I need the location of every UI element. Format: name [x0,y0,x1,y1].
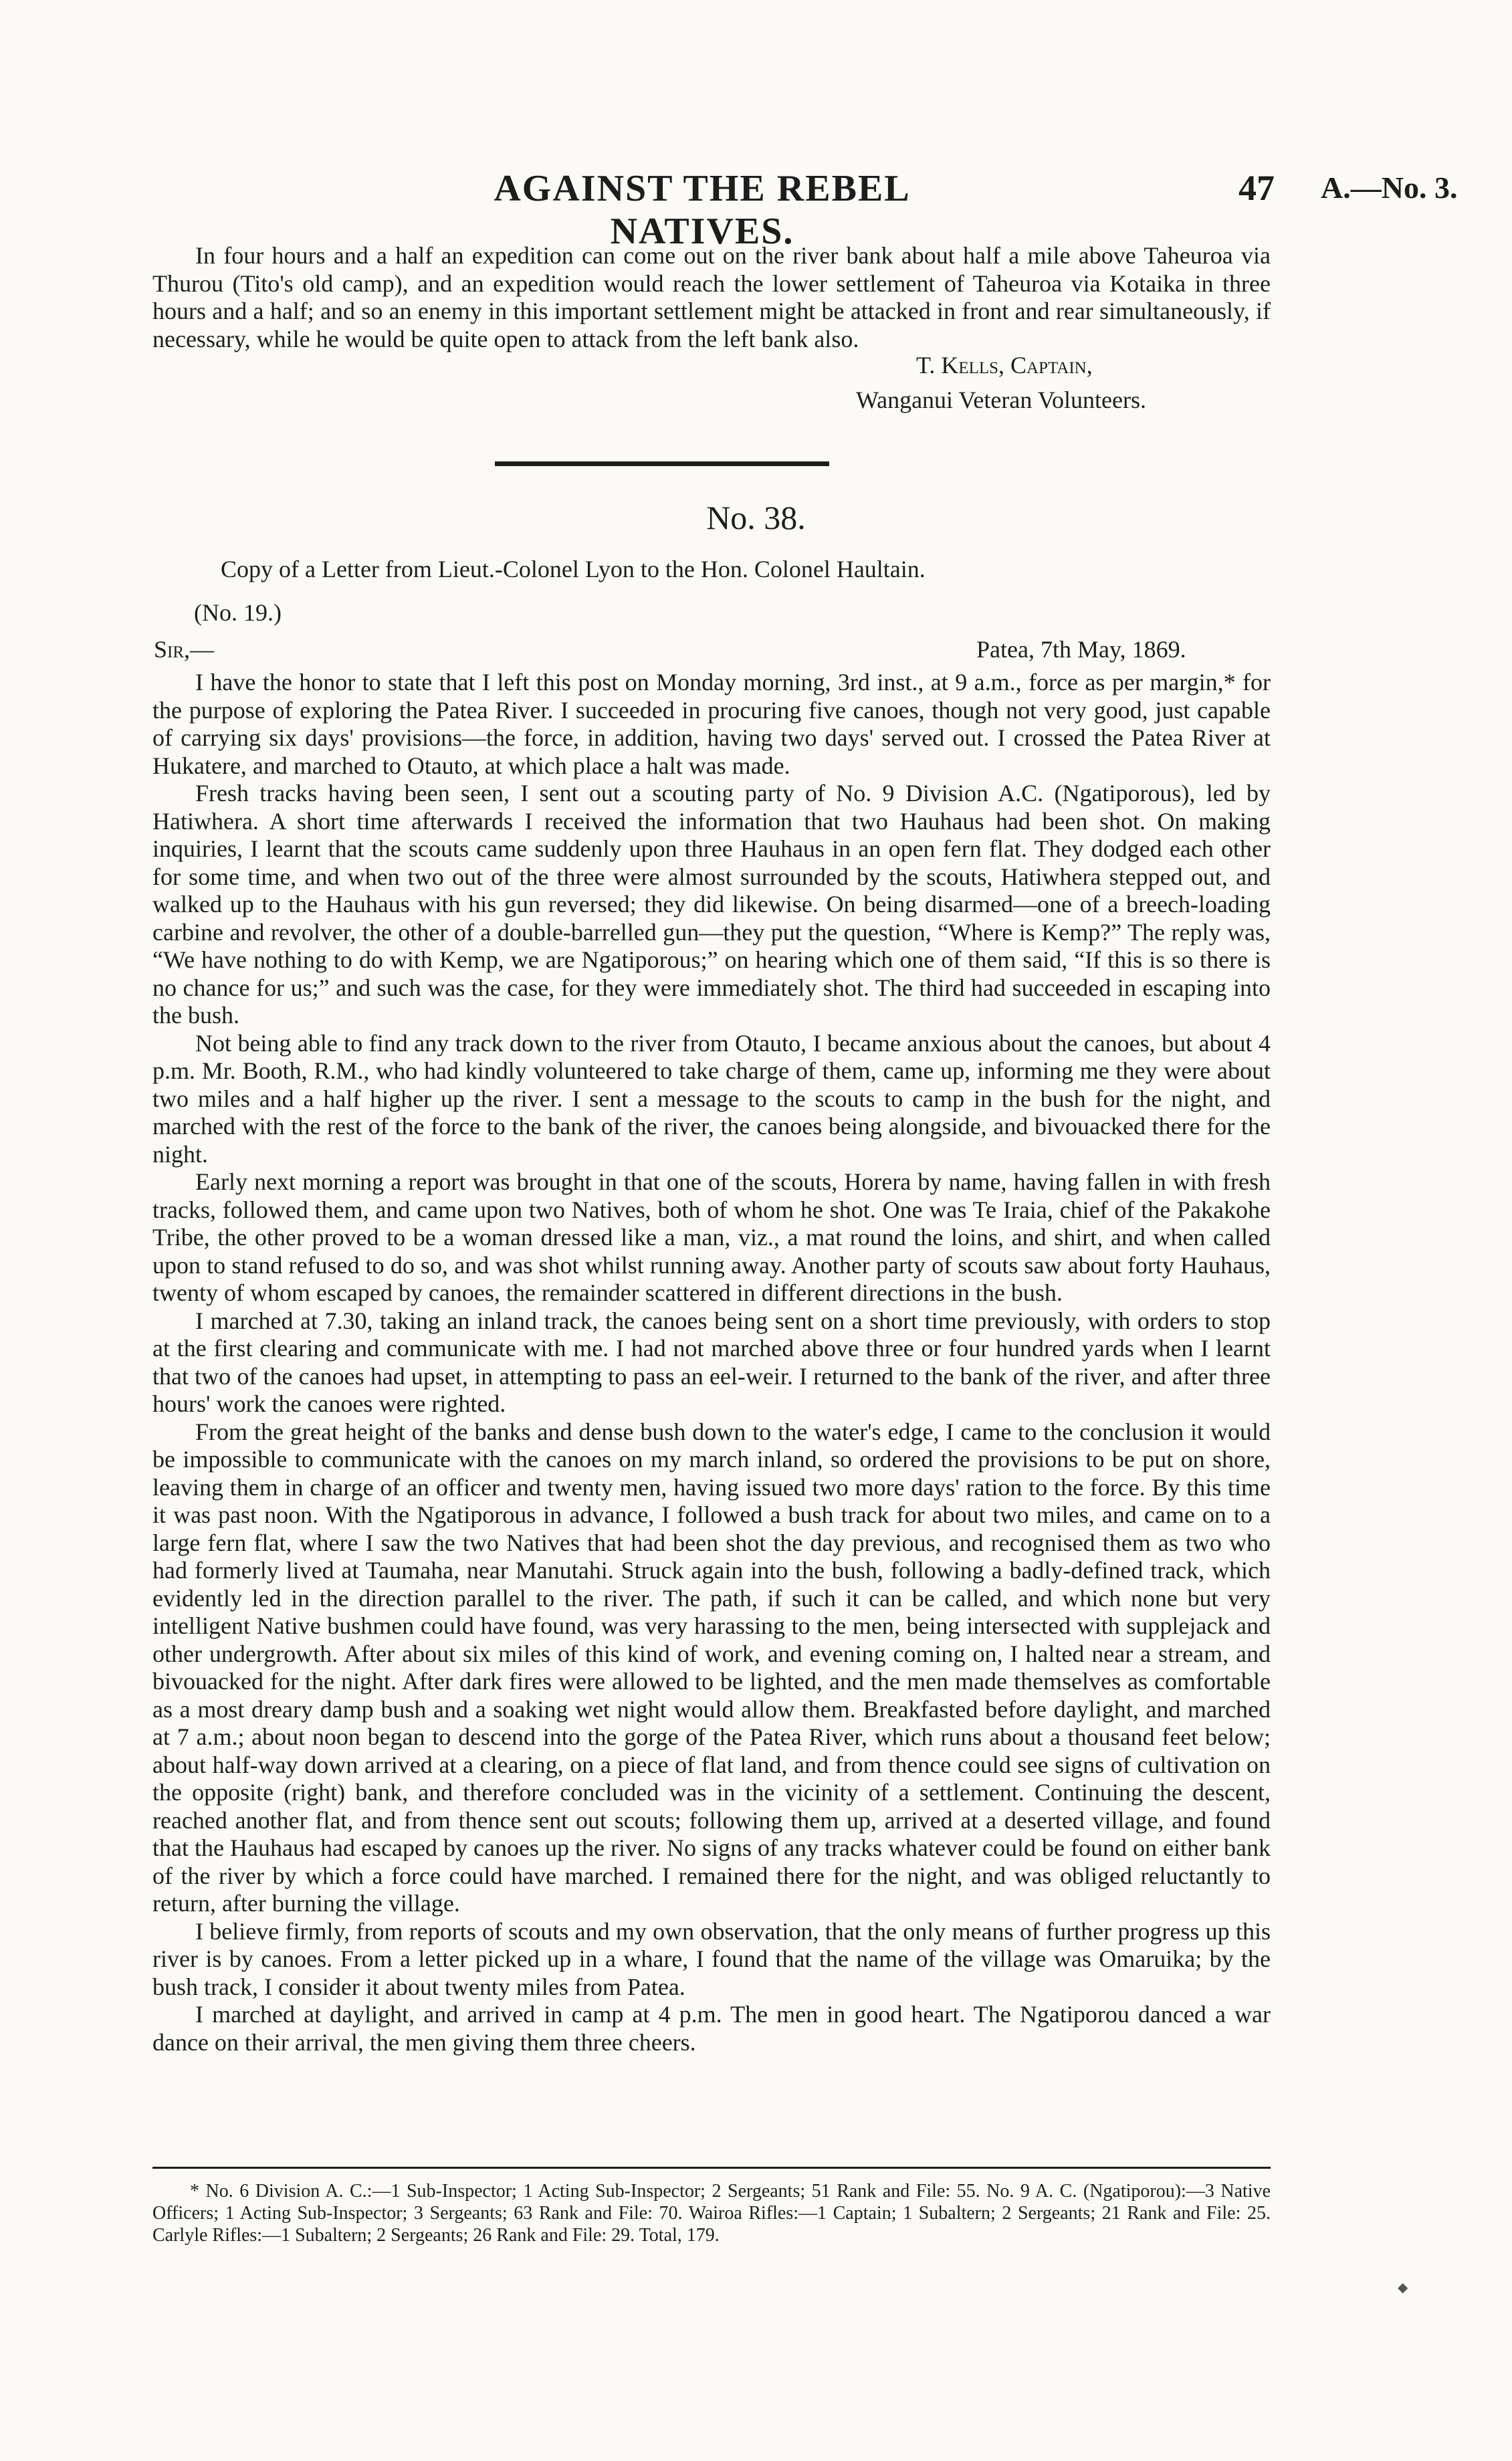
report-paragraph: In four hours and a half an expedition can come out on the river bank about half a mile above Taheuroa via Thurou (Tito's old camp), and an expedition would reach the lower settlement of Taheuroa via Kotaika in three hours and a half; and so an enemy in this important settlement might be attacked in front and rear simultaneously, if necessary, while he would be quite open to attack from the left bank also. [152,242,1271,352]
footnote-text: * No. 6 Division A. C.:—1 Sub-Inspector; 1 Acting Sub-Inspector; 2 Sergeants; 51 Rank and File: 55. No. 9 A. C. (Ngatiporou):—3 Native Officers; 1 Acting Sub-Inspector; 3 Sergeants; 63 Rank and File: 70. Wairoa Rifles:—1 Captain; 1 Subaltern; 2 Sergeants; 21 Rank and File: 25. Carlyle Rifles:—1 Subaltern; 2 Sergeants; 26 Rank and File: 29. Total, 179. [152,2181,1271,2246]
running-head [0,167,1512,252]
letter-paragraph: I have the honor to state that I left this post on Monday morning, 3rd inst., at 9 a.m., force as per margin,* for the purpose of exploring the Patea River. I succeeded in procuring five canoes, though not very good, just capable of carrying six days' provisions—the force, in addition, having two days' served out. I crossed the Patea River at Hukatere, and marched to Otauto, at which place a halt was made. [152,669,1271,779]
letter-paragraph: Early next morning a report was brought in that one of the scouts, Horera by name, having fallen in with fresh tracks, followed them, and came upon two Natives, both of whom he shot. One was Te Iraia, chief of the Pakakohe Tribe, the other proved to be a woman dressed like a man, viz., a mat round the loins, and shirt, and when called upon to stand refused to do so, and was shot whilst running away. Another party of scouts saw about forty Hauhaus, twenty of whom escaped by canoes, the remainder scattered in different directions in the bush. [152,1168,1271,1306]
letter-serial: (No. 19.) [194,599,282,626]
letter-number: No. 38. [706,499,806,536]
letter-body [152,669,1271,2056]
margin-mark: ◆ [1398,2280,1408,2295]
report-body [152,242,1271,353]
paper-reference: A.—No. 3. [1321,171,1458,205]
footnote-divider [152,2167,1271,2169]
letter-paragraph: I marched at daylight, and arrived in camp at 4 p.m. The men in good heart. The Ngatiporou danced a war dance on their arrival, the men giving them three cheers. [152,2001,1271,2056]
letter-paragraph: Fresh tracks having been seen, I sent out a scouting party of No. 9 Division A.C. (Ngatiporous), led by Hatiwhera. A short time afterwards I received the information that two Hauhaus had been shot. On making inquiries, I learnt that the scouts came suddenly upon three Hauhaus in an open fern flat. They dodged each other for some time, and when two out of the three were almost surrounded by the scouts, Hatiwhera stepped out, and walked up to the Hauhaus with his gun reversed; they did likewise. On being disarmed—one of a breech-loading carbine and revolver, the other of a double-barrelled gun—they put the question, “Where is Kemp?” The reply was, “We have nothing to do with Kemp, we are Ngatiporous;” on hearing which one of them said, “If this is so there is no chance for us;” and such was the case, for they were immediately shot. The third had succeeded in escaping into the bush. [152,780,1271,1029]
letter-title: Copy of a Letter from Lieut.-Colonel Lyon to the Hon. Colonel Haultain. [221,556,926,582]
place-date: Patea, 7th May, 1869. [976,636,1186,663]
letter-paragraph: I marched at 7.30, taking an inland track, the canoes being sent on a short time previously, with orders to stop at the first clearing and communicate with me. I had not marched above three or four hundred yards when I learnt that two of the canoes had upset, in attempting to pass an eel-weir. I returned to the bank of the river, and after three hours' work the canoes were righted. [152,1307,1271,1417]
letter-paragraph: From the great height of the banks and dense bush down to the water's edge, I came to the conclusion it would be impossible to communicate with the canoes on my march inland, so ordered the provisions to be put on shore, leaving them in charge of an officer and twenty men, having issued two more days' ration to the force. By this time it was past noon. With the Ngatiporous in advance, I followed a bush track for about two miles, and came on to a large fern flat, where I saw the two Natives that had been shot the day previous, and recognised them as two who had formerly lived at Taumaha, near Manutahi. Struck again into the bush, following a badly-defined track, which evidently led in the direction parallel to the river. The path, if such it can be called, and which none but very intelligent Native bushmen could have found, was very harassing to the men, being intersected with supplejack and other undergrowth. After about six miles of this kind of work, and evening coming on, I halted near a stream, and bivouacked for the night. After dark fires were allowed to be lighted, and the men made themselves as comfortable as a most dreary damp bush and a soaking wet night would allow them. Breakfasted before daylight, and marched at 7 a.m.; about noon began to descend into the gorge of the Patea River, which runs about a thousand feet below; about half-way down arrived at a clearing, on a piece of flat land, and from thence could see signs of cultivation on the opposite (right) bank, and therefore concluded was in the vicinity of a settlement. Continuing the descent, reached another flat, and from thence sent out scouts; following them up, arrived at a deserted village, and found that the Hauhaus had escaped by canoes up the river. No signs of any tracks whatever could be found on either bank of the river by which a force could have marched. I remained there for the night, and was obliged reluctantly to return, after burning the village. [152,1418,1271,1917]
page-number: 47 [1238,168,1275,208]
section-divider [495,461,829,466]
salutation: Sir,— [154,636,215,663]
letter-paragraph: Not being able to find any track down to the river from Otauto, I became anxious about the canoes, but about 4 p.m. Mr. Booth, R.M., who had kindly volunteered to take charge of them, came up, informing me they were about two miles and a half higher up the river. I sent a message to the scouts to camp in the bush for the night, and marched with the rest of the force to the bank of the river, the canoes being alongside, and bivouacked there for the night. [152,1029,1271,1168]
page-title: AGAINST THE REBEL NATIVES. [494,168,911,252]
letter-paragraph: I believe firmly, from reports of scouts and my own observation, that the only means of further progress up this river is by canoes. From a letter picked up in a whare, I found that the name of the village was Omaruika; by the bush track, I consider it about twenty miles from Patea. [152,1917,1271,2000]
signature-unit: Wanganui Veteran Volunteers. [856,387,1147,413]
footnote [152,2180,1271,2246]
signature-name: T. Kells, Captain, [916,352,1093,379]
